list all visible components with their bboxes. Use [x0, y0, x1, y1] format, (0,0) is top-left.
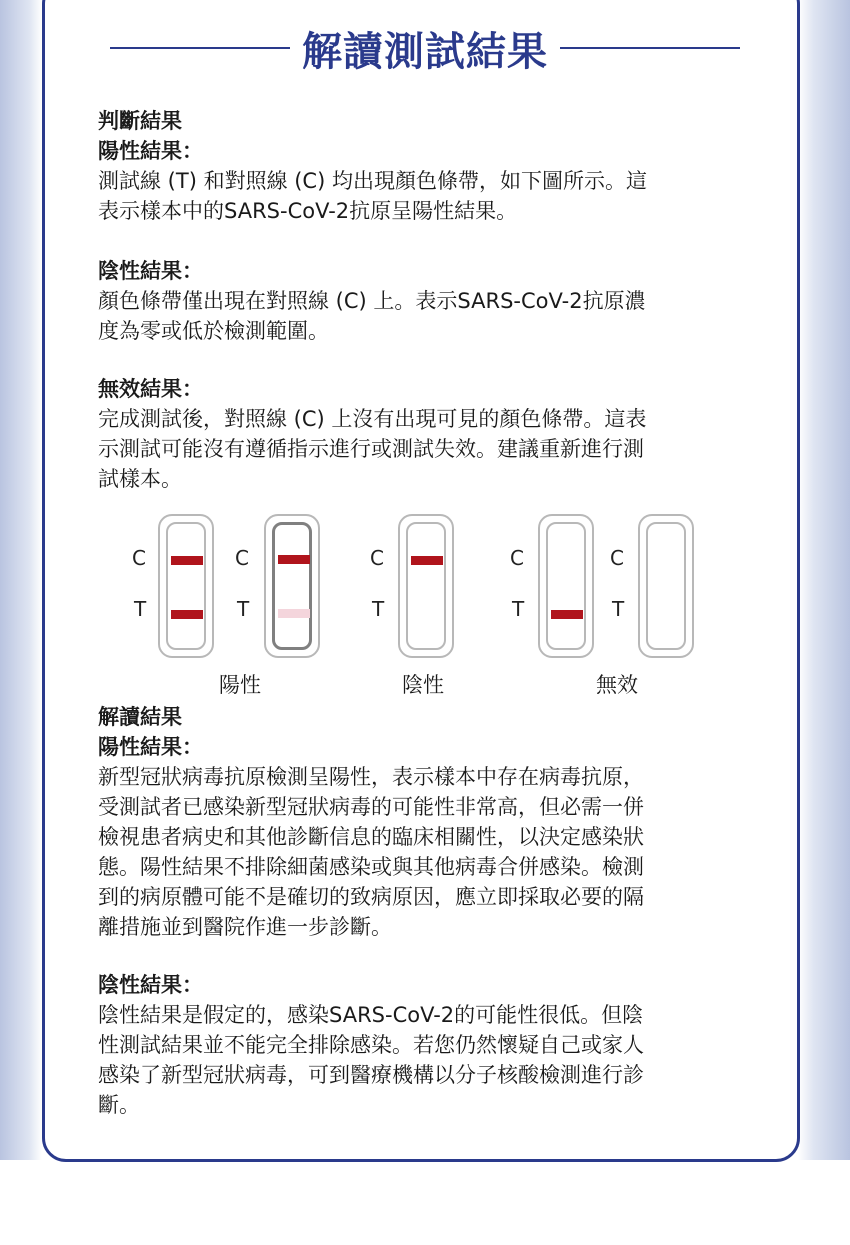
title-rule-right — [560, 47, 740, 49]
interpret-negative-section — [98, 970, 748, 1120]
invalid-result-text: 完成測試後，對照線 (C) 上沒有出現可見的顏色條帶。這表 示測試可能沒有遵循指示進行或測試失效。建議重新進行測 試樣本。 — [98, 407, 647, 491]
strip-window — [166, 522, 206, 650]
group-label-invalid: 無效 — [596, 673, 638, 697]
interpret-results-heading: 解讀結果 — [98, 705, 182, 729]
test-strip-invalid-1 — [538, 514, 594, 658]
control-band — [278, 555, 310, 564]
test-strip-invalid-2 — [638, 514, 694, 658]
title-rule-left — [110, 47, 290, 49]
test-line-label: T — [512, 597, 525, 621]
judge-results-heading: 判斷結果 — [98, 109, 182, 133]
test-strip-positive-2 — [264, 514, 320, 658]
invalid-result-section — [98, 374, 748, 494]
strip-window — [272, 522, 312, 650]
interpret-negative-text: 陰性結果是假定的，感染SARS-CoV-2的可能性很低。但陰 性測試結果並不能完全排除感染。若您仍然懷疑自己或家人 感染了新型冠狀病毒，可到醫療機構以分子核酸檢測進行診 斷。 — [98, 1003, 644, 1117]
control-band — [411, 556, 443, 565]
test-line-label: T — [372, 597, 385, 621]
interpret-results-section — [98, 702, 748, 942]
strip-window — [406, 522, 446, 650]
control-line-label: C — [370, 546, 384, 570]
interpret-positive-heading: 陽性結果： — [98, 735, 203, 759]
test-line-label: T — [134, 597, 147, 621]
faint-test-band — [278, 609, 310, 618]
control-line-label: C — [510, 546, 524, 570]
judge-results-section — [98, 106, 748, 226]
control-line-label: C — [235, 546, 249, 570]
control-band — [171, 556, 203, 565]
strip-window — [646, 522, 686, 650]
positive-result-heading: 陽性結果： — [98, 139, 203, 163]
test-strip-positive-1 — [158, 514, 214, 658]
group-label-positive: 陽性 — [219, 673, 261, 697]
test-strip-figure — [0, 510, 850, 700]
group-label-negative: 陰性 — [402, 673, 444, 697]
control-line-label: C — [132, 546, 146, 570]
negative-result-heading: 陰性結果： — [98, 259, 203, 283]
negative-result-text: 顏色條帶僅出現在對照線 (C) 上。表示SARS-CoV-2抗原濃 度為零或低於檢測範圍。 — [98, 289, 646, 343]
test-strip-negative — [398, 514, 454, 658]
interpret-positive-text: 新型冠狀病毒抗原檢測呈陽性，表示樣本中存在病毒抗原， 受測試者已感染新型冠狀病毒的可能性非常高，但必需一併 檢視患者病史和其他診斷信息的臨床相關性，以決定感染狀 態。陽性結果不排除細菌感染或與其他病毒合併感染。檢測 到的病原體可能不是確切的致病原因，應立即採取必要的隔 離措施並到醫院作進一步診斷。 — [98, 765, 644, 939]
test-line-label: T — [612, 597, 625, 621]
test-line-label: T — [237, 597, 250, 621]
invalid-result-heading: 無效結果： — [98, 377, 203, 401]
positive-result-text: 測試線 (T) 和對照線 (C) 均出現顏色條帶，如下圖所示。這 表示樣本中的SARS-CoV-2抗原呈陽性結果。 — [98, 169, 647, 223]
strip-window — [546, 522, 586, 650]
negative-result-section — [98, 256, 748, 346]
title-row — [0, 18, 850, 78]
interpret-negative-heading: 陰性結果： — [98, 973, 203, 997]
test-band — [551, 610, 583, 619]
page-title: 解讀測試結果 — [302, 28, 548, 75]
test-band — [171, 610, 203, 619]
control-line-label: C — [610, 546, 624, 570]
